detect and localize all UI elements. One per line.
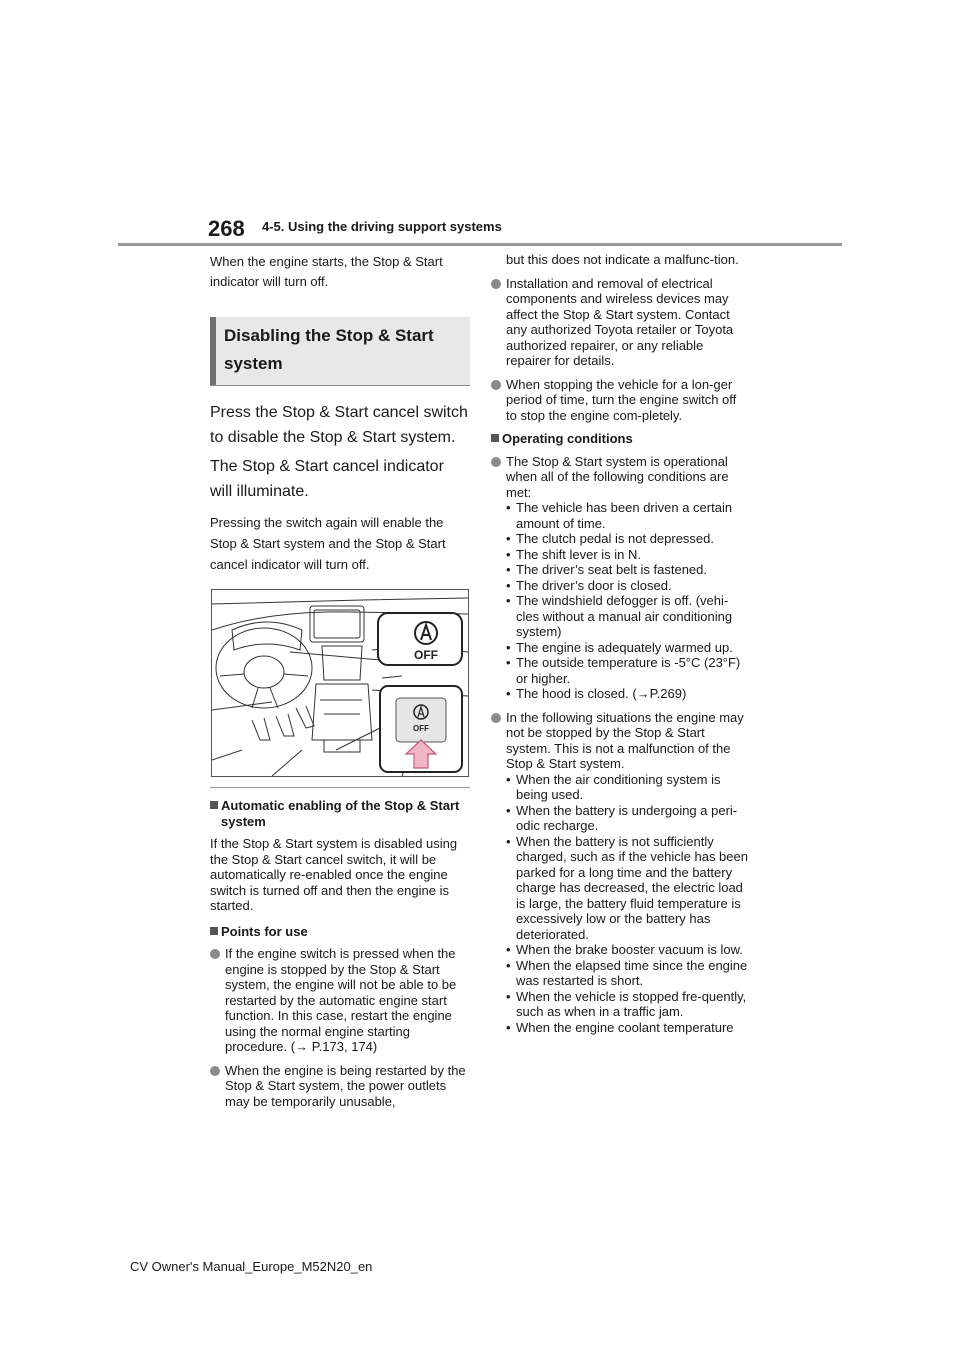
- section-heading-text: Disabling the Stop & Start system: [224, 326, 434, 373]
- callout-off-label: OFF: [414, 648, 438, 662]
- operating-conditions-heading: Operating conditions: [491, 431, 749, 447]
- left-column: [210, 252, 470, 1117]
- list-item: • The windshield defogger is off. (vehi-cles without a manual air conditioning system): [491, 593, 749, 640]
- right-column: [491, 252, 749, 1043]
- auto-enable-heading: Automatic enabling of the Stop & Start system: [210, 798, 470, 829]
- points-item: If the engine switch is pressed when the engine is stopped by the Stop & Start system, the engine will not be able to be restarted by the automatic engine start function. In this case, restart the engine using the normal engine starting procedure. (→ P.173, 174): [210, 946, 470, 1055]
- intro-text: When the engine starts, the Stop & Start indicator will turn off.: [210, 254, 443, 289]
- dashboard-illustration: [211, 589, 469, 777]
- list-item: • The engine is adequately warmed up.: [491, 640, 749, 656]
- callout-off-label-small: OFF: [413, 724, 429, 733]
- page-number: 268: [208, 216, 245, 241]
- list-item: • When the battery is undergoing a peri-odic recharge.: [491, 803, 749, 834]
- situations-intro: In the following situations the engine may not be stopped by the Stop & Start system. This is not a malfunction of the Stop & Start system.: [491, 710, 749, 772]
- section-heading: [210, 317, 470, 386]
- header-rule: [118, 243, 842, 246]
- list-item: • When the brake booster vacuum is low.: [491, 942, 749, 958]
- points-heading: Points for use: [210, 924, 470, 940]
- list-item: • The outside temperature is -5°C (23°F) or higher.: [491, 655, 749, 686]
- operating-conditions-list: [491, 500, 749, 702]
- continuation-text: but this does not indicate a malfunc-tion.: [506, 252, 739, 267]
- points-item: When the engine is being restarted by the Stop & Start system, the power outlets may be temporarily unusable,: [210, 1063, 470, 1110]
- auto-enable-text: If the Stop & Start system is disabled using the Stop & Start cancel switch, it will be automatically re-enabled once the engine switch is turned off and then the engine is started.: [210, 836, 458, 913]
- list-item: • When the battery is not sufficiently charged, such as if the vehicle has been parked for a long time and the battery charge has decreased, the electric load is large, the battery fluid temperature is excessively low or the battery has deteriorated.: [491, 834, 749, 943]
- list-item: • When the vehicle is stopped fre-quently, such as when in a traffic jam.: [491, 989, 749, 1020]
- situations-list: [491, 772, 749, 1036]
- list-item: • The hood is closed. (→P.269): [491, 686, 749, 702]
- footer-text: CV Owner's Manual_Europe_M52N20_en: [130, 1259, 373, 1274]
- list-item: • When the elapsed time since the engine was restarted is short.: [491, 958, 749, 989]
- note-text: Pressing the switch again will enable the Stop & Start system and the Stop & Start cancel indicator will turn off.: [210, 515, 446, 572]
- section-header: 4-5. Using the driving support systems: [262, 219, 502, 234]
- list-item: • When the air conditioning system is being used.: [491, 772, 749, 803]
- instruction-text: Press the Stop & Start cancel switch to disable the Stop & Start system.: [210, 404, 468, 446]
- note-item: When stopping the vehicle for a lon-ger period of time, turn the engine switch off to stop the engine com-pletely.: [491, 377, 749, 424]
- note-item: Installation and removal of electrical components and wireless devices may affect the Stop & Start system. Contact any authorized Toyota retailer or Toyota authorized repairer, or any reliable repairer for details.: [491, 276, 749, 369]
- list-item: • The driver’s seat belt is fastened.: [491, 562, 749, 578]
- list-item: • The vehicle has been driven a certain amount of time.: [491, 500, 749, 531]
- list-item: • The shift lever is in N.: [491, 547, 749, 563]
- instruction-text-2: The Stop & Start cancel indicator will illuminate.: [210, 458, 444, 500]
- dashboard-drawing: [212, 590, 468, 776]
- list-item: • The clutch pedal is not depressed.: [491, 531, 749, 547]
- list-item: • The driver’s door is closed.: [491, 578, 749, 594]
- operating-intro: The Stop & Start system is operational when all of the following conditions are met:: [491, 454, 749, 501]
- list-item: • When the engine coolant temperature: [491, 1020, 749, 1036]
- subsection-rule: [210, 787, 470, 788]
